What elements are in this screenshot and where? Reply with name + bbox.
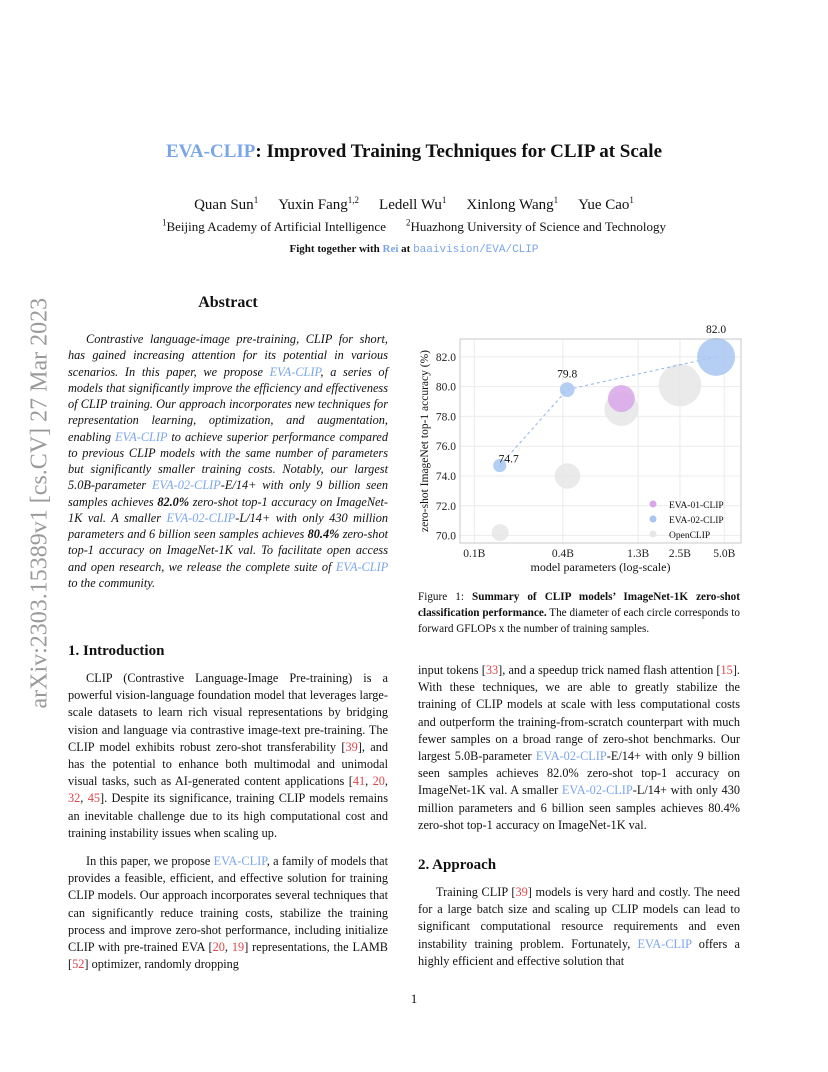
text-run: 82.0%: [157, 494, 190, 509]
y-tick-label: 78.0: [435, 411, 456, 424]
text-run: ] representations, the LAMB [: [68, 940, 388, 972]
right-paragraph-1: [418, 662, 740, 834]
x-tick-label: 1.3B: [627, 548, 650, 560]
repo-link[interactable]: baaivision/EVA/CLIP: [413, 244, 539, 256]
text-run: zero-shot top-1 accuracy on ImageNet-1K val. To facilitate open access and open research, we release the complete suite of: [68, 527, 389, 574]
text-run: to the community.: [68, 575, 156, 590]
approach-heading: 2. Approach: [418, 857, 497, 873]
text-run: , a series of models that significantly improve the efficiency and effectiveness of CLIP training. Our approach incorporates new techniques for representation learning, optimization, and augmentation, enabling: [68, 364, 388, 444]
eva-clip-link[interactable]: EVA-CLIP: [335, 559, 388, 574]
legend-label: EVA-02-CLIP: [669, 516, 724, 526]
data-bubble: [608, 385, 635, 412]
intro-heading: 1. Introduction: [68, 643, 165, 659]
affiliation-list: [0, 218, 828, 235]
eva-clip-link[interactable]: EVA-CLIP: [637, 936, 692, 951]
x-tick-label: 0.1B: [463, 548, 486, 560]
caption-rest: The diameter of each circle corresponds to forward GFLOPs x the number of training samples.: [418, 607, 741, 635]
data-bubble: [492, 524, 509, 541]
y-tick-label: 72.0: [435, 500, 456, 513]
citation-link[interactable]: 39: [345, 739, 358, 754]
citation-link[interactable]: 15: [720, 663, 733, 677]
legend-marker: [650, 501, 657, 508]
text-run: ,: [384, 774, 388, 789]
text-run: -L/14+ with only 430 million parameters and 6 billion seen samples achieves 80.4% zero-shot top-1 accuracy on ImageNet-1K val.: [418, 783, 740, 832]
title-text: : Improved Training Techniques for CLIP at Scale: [255, 141, 663, 162]
plot-area: [460, 339, 741, 543]
author-affil-sup: 1: [441, 195, 447, 205]
abstract-heading: Abstract: [198, 294, 258, 311]
eva-clip-link[interactable]: EVA-02-CLIP: [535, 749, 607, 764]
author-affil-sup: 1: [253, 195, 259, 205]
legend-label: OpenCLIP: [669, 531, 711, 541]
citation-link[interactable]: 32: [68, 791, 81, 806]
text-run: ], and has the potential to enhance both multimodal and unimodal visual tasks, such as AI-generated content applications [: [68, 739, 389, 789]
intro-paragraph-2: [68, 853, 388, 973]
author-name: Quan Sun$^1$: [194, 195, 259, 213]
text-run: ] models is very hard and costly. The need for a large batch size and scaling up CLIP models can lead to significant computational resource requirements and even instability training problem. Fortunately,: [418, 885, 740, 951]
data-bubble: [659, 364, 701, 406]
y-tick-label: 70.0: [435, 530, 456, 543]
affiliation-sup: 1: [161, 218, 167, 228]
affiliation: $^1$Beijing Academy of Artificial Intelligence: [161, 218, 386, 235]
citation-link[interactable]: 52: [72, 957, 85, 972]
text-run: ]. Despite its significance, training CLIP models remains an inevitable challenge due to its high computational cost and training instability issues when scaling up.: [68, 791, 388, 840]
accuracy-bubble-chart: [415, 323, 745, 580]
caption-bold: Summary of CLIP models’ ImageNet-1K zero-shot classification performance.: [418, 591, 740, 619]
tagline: [0, 243, 828, 256]
abstract-body: [68, 331, 388, 591]
eva-clip-link[interactable]: EVA-02-CLIP: [561, 783, 633, 798]
author-list: [0, 195, 828, 214]
text-run: Training CLIP [: [436, 885, 516, 899]
figure-caption: [418, 589, 740, 637]
text-run: ] optimizer, randomly dropping: [84, 957, 239, 972]
author-affil-sup: 1: [629, 195, 634, 205]
text-run: ], and a speedup trick named flash attention [: [498, 663, 721, 677]
eva-clip-link[interactable]: EVA-02-CLIP: [166, 510, 236, 525]
author-name: Xinlong Wang$^1$: [466, 195, 559, 213]
affiliation-sup: 2: [405, 218, 411, 228]
text-run: -E/14+ with only 9 billion seen samples achieves 82.0% zero-shot top-1 accuracy on ImageNet-1K val. A smaller: [418, 749, 740, 798]
text-run: offers a highly efficient and effective solution that: [418, 936, 740, 968]
y-axis-label: zero-shot ImageNet top-1 accuracy (%): [419, 350, 431, 532]
affiliation: $^2$Huazhong University of Science and Technology: [405, 218, 666, 235]
author-name: Ledell Wu$^1$: [379, 195, 447, 213]
citation-link[interactable]: 20: [212, 940, 225, 955]
x-tick-label: 0.4B: [551, 548, 574, 560]
data-bubble: [555, 463, 580, 488]
y-tick-label: 82.0: [435, 351, 456, 364]
approach-paragraph-1: [418, 884, 740, 970]
page-number: 1: [410, 991, 418, 1006]
legend-marker: [650, 531, 657, 538]
y-tick-label: 74.0: [435, 470, 456, 483]
text-run: -L/14+ with only 430 million parameters and 6 billion seen samples achieves: [68, 510, 389, 541]
author-affil-sup: 1: [553, 195, 559, 205]
citation-link[interactable]: 45: [87, 791, 100, 806]
data-label: 74.7: [498, 453, 519, 466]
text-run: input tokens [: [418, 663, 486, 677]
y-tick-label: 76.0: [435, 441, 456, 454]
legend-label: EVA-01-CLIP: [669, 501, 724, 511]
data-bubble: [560, 382, 575, 397]
citation-link[interactable]: 19: [231, 940, 245, 955]
citation-link[interactable]: 20: [372, 774, 385, 789]
data-label: 82.0: [706, 323, 727, 336]
legend-marker: [650, 516, 657, 523]
text-run: Contrastive language-image pre-training, CLIP for short, has gained increasing attention for its potential in various scenarios. In this paper, we propose: [68, 332, 388, 379]
paper-title: [0, 141, 828, 163]
intro-paragraph-1: [68, 670, 388, 842]
text-run: , a family of models that provides a feasible, efficient, and effective solution for training CLIP models. Our approach incorporates several techniques that can significantly reduce training costs, stabilize the training process and improve zero-shot performance, including initialize CLIP with pre-trained EVA [: [68, 854, 388, 955]
x-tick-label: 5.0B: [713, 548, 736, 560]
y-tick-label: 80.0: [435, 381, 456, 394]
eva-clip-link[interactable]: EVA-CLIP: [115, 429, 168, 444]
text-run: ,: [224, 940, 232, 955]
data-label: 79.8: [557, 368, 578, 381]
tagline-at: at: [398, 243, 414, 255]
x-tick-label: 2.5B: [668, 548, 691, 560]
citation-link[interactable]: 33: [485, 663, 499, 677]
x-axis-label: model parameters (log-scale): [530, 560, 671, 574]
citation-link[interactable]: 39: [515, 885, 528, 899]
text-run: ,: [80, 791, 88, 806]
text-run: zero-shot top-1 accuracy on ImageNet-1K val. A smaller: [68, 494, 388, 525]
author-affil-sup: 1,2: [347, 195, 360, 205]
text-run: 80.4%: [307, 527, 340, 541]
text-run: to achieve superior performance compared to previous CLIP models with the same number of parameters but significantly smaller training costs. Notably, our largest 5.0B-parameter: [68, 429, 389, 493]
tagline-prefix: Fight together with: [289, 243, 383, 255]
eva-clip-link[interactable]: EVA-CLIP: [269, 364, 321, 379]
author-name: Yue Cao$^1$: [578, 195, 634, 213]
caption-label: Figure 1:: [418, 591, 473, 603]
rei-link[interactable]: Rei: [382, 243, 399, 255]
text-run: In this paper, we propose: [86, 854, 214, 868]
text-run: CLIP (Contrastive Language-Image Pre-training) is a powerful vision-language foundation model that leverages large-scale datasets to learn rich visual representations by bridging vision and language via contrastive image-text pre-training. The CLIP model exhibits robust zero-shot transferability [: [68, 671, 388, 754]
data-bubble: [697, 338, 735, 376]
citation-link[interactable]: 41: [352, 774, 366, 789]
eva-clip-link[interactable]: EVA-02-CLIP: [152, 478, 221, 493]
arxiv-stamp: arXiv:2303.15389v1 [cs.CV] 27 Mar 2023: [26, 297, 53, 709]
title-brand-link[interactable]: EVA-CLIP: [165, 141, 256, 162]
text-run: -E/14+ with only 9 billion seen samples achieves: [68, 478, 388, 509]
eva-clip-link[interactable]: EVA-CLIP: [213, 854, 267, 868]
text-run: ]. With these techniques, we are able to greatly stabilize the training of CLIP models at scale with less computational costs and outperform the training-from-scratch counterpart with much fewer samples on a broad range of zero-shot benchmarks. Our largest 5.0B-parameter: [418, 663, 740, 764]
author-name: Yuxin Fang$^{1,2}$: [278, 195, 360, 213]
text-run: ,: [365, 774, 373, 789]
